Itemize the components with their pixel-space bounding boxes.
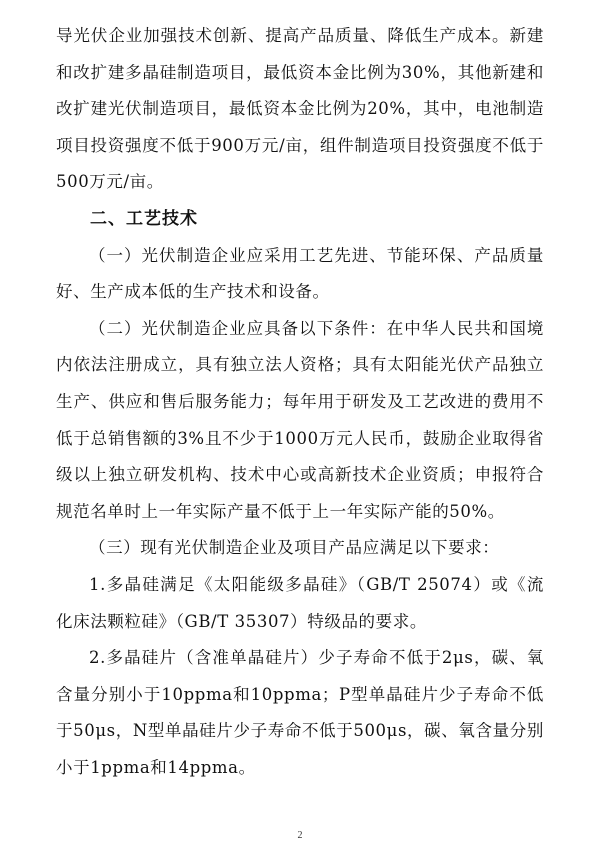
- paragraph-item-1: （一）光伏制造企业应采用工艺先进、节能环保、产品质量好、生产成本低的生产技术和设备。: [56, 245, 544, 302]
- paragraph-investment-requirements: 导光伏企业加强技术创新、提高产品质量、降低生产成本。新建和改扩建多晶硅制造项目，最低资本金比例为30%，其他新建和改扩建光伏制造项目，最低资本金比例为20%，其中，电池制造项目投资强度不低于900万元/亩，组件制造项目投资强度不低于500万元/亩。: [56, 26, 544, 192]
- paragraph-polysilicon-requirement: 1.多晶硅满足《太阳能级多晶硅》（GB/T 25074）或《流化床法颗粒硅》（GB/T 35307）特级品的要求。: [56, 574, 544, 631]
- paragraph-item-3: （三）现有光伏制造企业及项目产品应满足以下要求：: [89, 538, 500, 558]
- document-body: [56, 18, 544, 786]
- page-number: 2: [297, 830, 303, 841]
- paragraph-wafer-requirement: 2.多晶硅片（含准单晶硅片）少子寿命不低于2μs，碳、氧含量分别小于10ppma和10ppma；P型单晶硅片少子寿命不低于50μs，N型单晶硅片少子寿命不低于500μs，碳、氧含量分别小于1ppma和14ppma。: [56, 648, 544, 777]
- section-heading-process-technology: 二、工艺技术: [90, 208, 198, 229]
- paragraph-item-2: （二）光伏制造企业应具备以下条件：在中华人民共和国境内依法注册成立，具有独立法人资格；具有太阳能光伏产品独立生产、供应和售后服务能力；每年用于研发及工艺改进的费用不低于总销售额的3%且不少于1000万元人民币，鼓励企业取得省级以上独立研发机构、技术中心或高新技术企业资质；申报符合规范名单时上一年实际产量不低于上一年实际产能的50%。: [56, 318, 544, 521]
